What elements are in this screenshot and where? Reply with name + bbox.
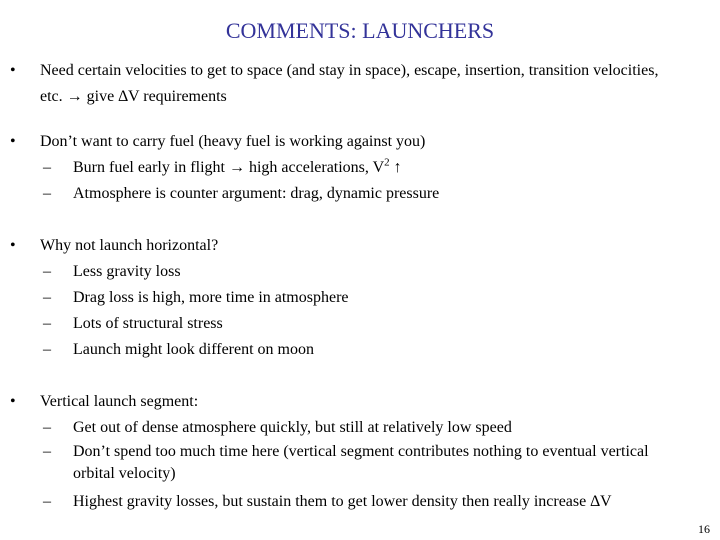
sub-marker: – (43, 263, 51, 280)
sub-item (43, 259, 683, 285)
sub-item (43, 311, 683, 337)
sub-item (43, 337, 683, 363)
sub-list (43, 259, 683, 363)
sub-text: Highest gravity losses, but sustain them to get lower density then really increase ∆V (73, 493, 612, 510)
bullet-text: Why not launch horizontal? (40, 237, 219, 254)
sub-marker: – (43, 419, 51, 436)
sub-item (43, 441, 683, 485)
slide-title: COMMENTS: LAUNCHERS (225, 18, 495, 43)
sub-text: Drag loss is high, more time in atmosphere (73, 289, 349, 306)
sub-item (43, 489, 683, 515)
sub-list (43, 415, 683, 515)
bullet-text: Vertical launch segment: (40, 393, 199, 410)
sub-text: Lots of structural stress (73, 315, 223, 332)
sub-text: Burn fuel early in flight → high accelerations, V (73, 159, 385, 176)
sub-list (43, 155, 683, 207)
sub-text: Atmosphere is counter argument: drag, dynamic pressure (73, 185, 440, 202)
sub-item (43, 155, 683, 181)
superscript-exponent: 2 (384, 156, 390, 169)
sub-item (43, 181, 683, 207)
sub-item (43, 415, 683, 441)
sub-item (43, 285, 683, 311)
sub-marker: – (43, 159, 51, 176)
sub-text: Get out of dense atmosphere quickly, but still at relatively low speed (73, 419, 512, 436)
bullet-marker: • (10, 237, 16, 254)
bullet-marker: • (10, 62, 16, 79)
sub-text-tail: ↑ (389, 159, 402, 176)
sub-text: Less gravity loss (73, 263, 181, 280)
sub-text: Launch might look different on moon (73, 341, 314, 358)
sub-marker: – (43, 315, 51, 332)
bullet-marker: • (10, 393, 16, 410)
sub-marker: – (43, 443, 51, 460)
sub-marker: – (43, 289, 51, 306)
sub-marker: – (43, 185, 51, 202)
page-number: 16 (698, 522, 710, 536)
sub-marker: – (43, 493, 51, 510)
bullet-marker: • (10, 133, 16, 150)
sub-text: Don’t spend too much time here (vertical segment contributes nothing to eventual vertical orbital velocity) (73, 443, 649, 482)
bullet-text: Need certain velocities to get to space (and stay in space), escape, insertion, transition velocities, etc. → give ∆V requirements (40, 62, 659, 105)
sub-marker: – (43, 341, 51, 358)
bullet-text: Don’t want to carry fuel (heavy fuel is working against you) (40, 133, 426, 150)
